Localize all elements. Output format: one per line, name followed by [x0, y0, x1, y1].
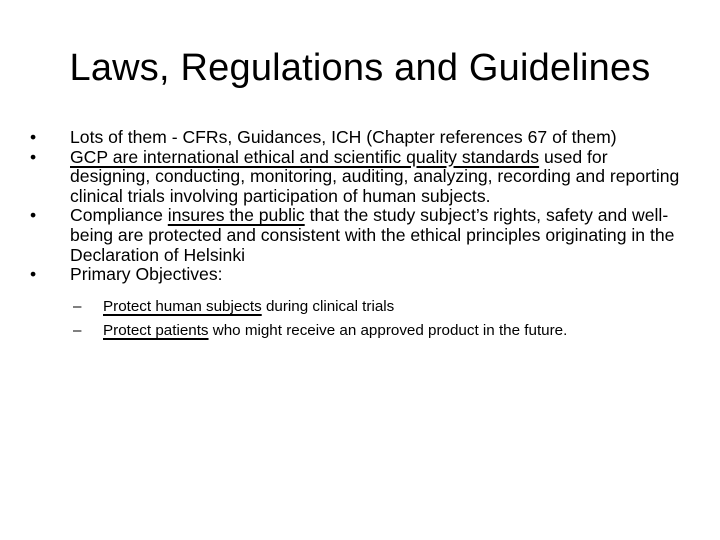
bullet-text: that the study subject’s rights, safety and well-being are protected and consistent with the ethical principles originating in the Declaration of Helsinki [70, 205, 675, 265]
bullet-icon: • [30, 127, 37, 147]
underlined-text: GCP are international ethical and scientific quality standards [70, 146, 540, 167]
sub-bullet-item-subjects [70, 295, 688, 319]
bullet-item-objectives [28, 265, 688, 343]
bullet-icon: • [30, 205, 37, 226]
bullet-text: Primary Objectives: [70, 264, 223, 285]
underlined-text: Protect human subjects [103, 297, 262, 315]
bullet-text: used for designing, conducting, monitoring, auditing, analyzing, recording and reporting clinical trials involving participation of human subjects. [70, 146, 680, 206]
bullet-text: Lots of them - CFRs, Guidances, ICH (Chapter references 67 of them) [70, 127, 617, 147]
sub-bullet-item-patients [70, 319, 688, 343]
dash-icon: – [73, 321, 82, 339]
sub-bullet-list [70, 295, 688, 343]
slide-title: Laws, Regulations and Guidelines [69, 47, 651, 89]
bullet-icon: • [30, 146, 37, 167]
underlined-text: Protect patients [103, 321, 209, 339]
bullet-item-gcp [28, 148, 688, 207]
sub-bullet-text: during clinical trials [261, 297, 395, 315]
bullet-item-compliance [28, 206, 688, 265]
dash-icon: – [73, 297, 82, 315]
bullet-icon: • [30, 264, 37, 285]
slide-body [28, 128, 688, 343]
bullet-item-cfrs [28, 128, 688, 148]
bullet-text-prefix: Compliance [70, 205, 168, 226]
underlined-text: insures the public [167, 205, 305, 226]
bullet-list [28, 128, 688, 343]
sub-bullet-text: who might receive an approved product in the future. [208, 321, 568, 339]
